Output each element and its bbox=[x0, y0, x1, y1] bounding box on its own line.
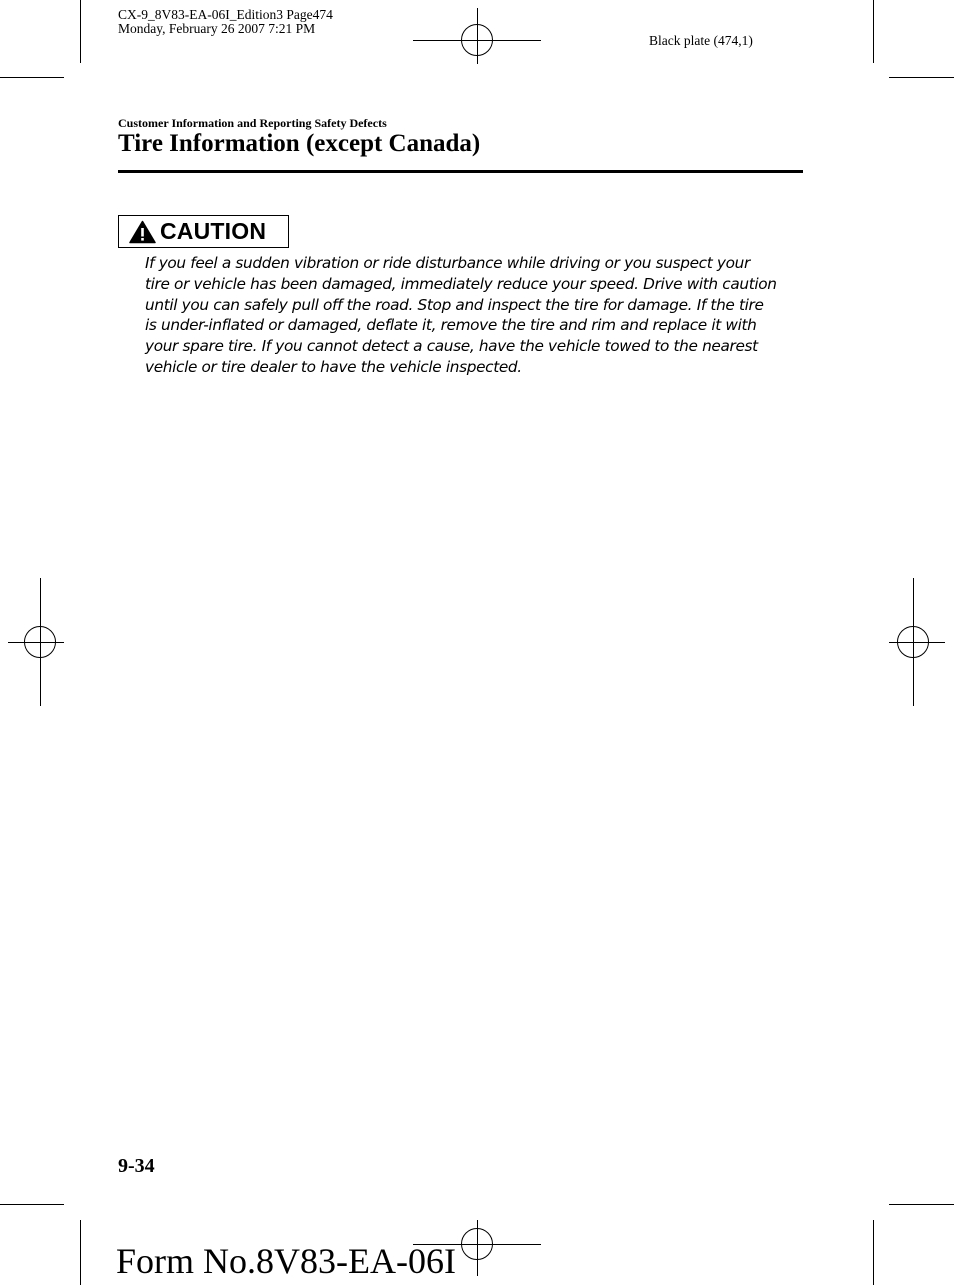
crop-mark-line bbox=[873, 0, 874, 63]
caution-text-line: tire or vehicle has been damaged, immediately reduce your speed. Drive with caution bbox=[145, 274, 777, 293]
crop-mark-line bbox=[0, 1204, 64, 1205]
plate-label: Black plate (474,1) bbox=[649, 33, 753, 48]
registration-mark-circle bbox=[461, 1228, 493, 1260]
caution-text-line: is under-inflated or damaged, deflate it, remove the tire and rim and replace it with bbox=[145, 316, 757, 335]
caution-text-line: your spare tire. If you cannot detect a cause, have the vehicle towed to the nearest bbox=[145, 337, 758, 356]
crop-mark-line bbox=[889, 77, 954, 78]
caution-text bbox=[145, 253, 805, 378]
caution-badge bbox=[118, 215, 289, 248]
caution-label: CAUTION bbox=[160, 218, 267, 244]
registration-mark-circle bbox=[24, 626, 56, 658]
crop-mark-line bbox=[0, 77, 64, 78]
crop-mark-line bbox=[873, 1220, 874, 1285]
crop-mark-line bbox=[80, 0, 81, 63]
crop-mark-line bbox=[80, 1220, 81, 1285]
form-number: Form No.8V83-EA-06I bbox=[116, 1241, 456, 1281]
crop-mark-line bbox=[889, 1204, 954, 1205]
page-title: Tire Information (except Canada) bbox=[118, 130, 481, 157]
registration-mark-circle bbox=[461, 24, 493, 56]
warning-triangle-icon bbox=[129, 220, 156, 244]
title-rule bbox=[118, 170, 803, 173]
print-slug-line: Monday, February 26 2007 7:21 PM bbox=[118, 21, 316, 36]
caution-text-line: until you can safely pull off the road. Stop and inspect the tire for damage. If the tire bbox=[145, 295, 764, 314]
page-number: 9-34 bbox=[118, 1155, 155, 1177]
caution-text-line: If you feel a sudden vibration or ride disturbance while driving or you suspect your bbox=[145, 254, 750, 272]
section-label: Customer Information and Reporting Safety Defects bbox=[118, 116, 387, 130]
registration-mark-circle bbox=[897, 626, 929, 658]
print-slug bbox=[118, 8, 333, 36]
caution-text-line: vehicle or tire dealer to have the vehicle inspected. bbox=[145, 357, 522, 376]
print-slug-line: CX-9_8V83-EA-06I_Edition3 Page474 bbox=[118, 7, 333, 22]
